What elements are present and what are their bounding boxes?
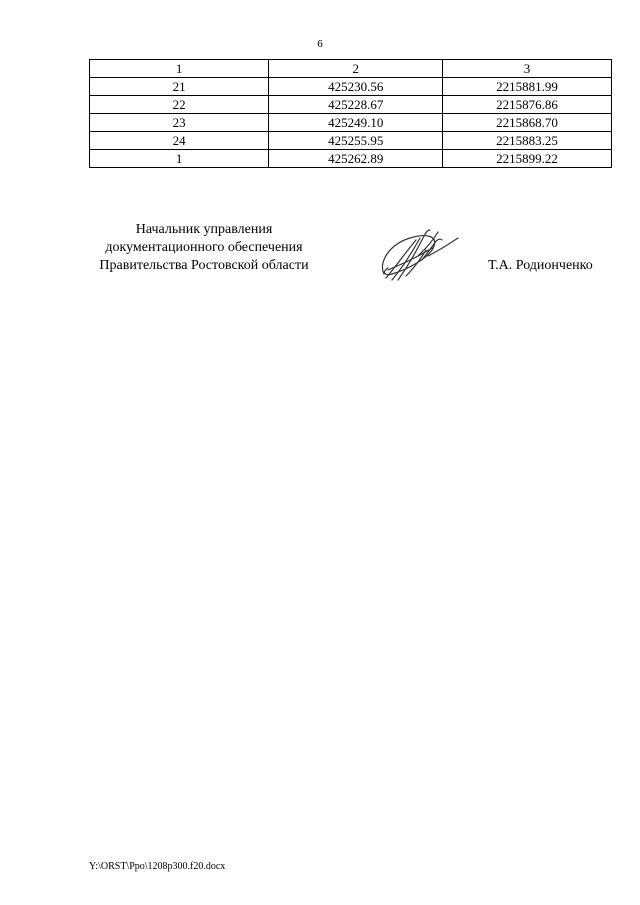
- table-row: [90, 132, 612, 150]
- signer-title: [86, 221, 322, 275]
- table-row: [90, 114, 612, 132]
- point-number-cell: 21: [90, 78, 269, 96]
- table-row: [90, 96, 612, 114]
- point-number-cell: 1: [90, 150, 269, 168]
- header-cell-1: 1: [90, 60, 269, 78]
- page-number: 6: [317, 38, 323, 50]
- x-coordinate-cell: 425249.10: [269, 114, 443, 132]
- handwritten-signature: [376, 226, 462, 284]
- x-coordinate-cell: 425230.56: [269, 78, 443, 96]
- x-coordinate-cell: 425262.89: [269, 150, 443, 168]
- table-row: [90, 78, 612, 96]
- point-number-cell: 24: [90, 132, 269, 150]
- point-number-cell: 22: [90, 96, 269, 114]
- y-coordinate-cell: 2215868.70: [443, 114, 612, 132]
- x-coordinate-cell: 425255.95: [269, 132, 443, 150]
- header-cell-3: 3: [443, 60, 612, 78]
- table-header-row: [90, 60, 612, 78]
- y-coordinate-cell: 2215883.25: [443, 132, 612, 150]
- signer-name: Т.А. Родионченко: [488, 258, 593, 273]
- y-coordinate-cell: 2215876.86: [443, 96, 612, 114]
- point-number-cell: 23: [90, 114, 269, 132]
- y-coordinate-cell: 2215881.99: [443, 78, 612, 96]
- coordinates-table: [89, 59, 612, 168]
- signer-title-line: документационного обеспечения: [105, 240, 303, 255]
- table-row: [90, 150, 612, 168]
- y-coordinate-cell: 2215899.22: [443, 150, 612, 168]
- x-coordinate-cell: 425228.67: [269, 96, 443, 114]
- file-path: Y:\ORST\Ppo\1208p300.f20.docx: [89, 861, 226, 872]
- header-cell-2: 2: [269, 60, 443, 78]
- signer-title-line: Начальник управления: [135, 222, 273, 237]
- signer-title-line: Правительства Ростовской области: [99, 258, 309, 273]
